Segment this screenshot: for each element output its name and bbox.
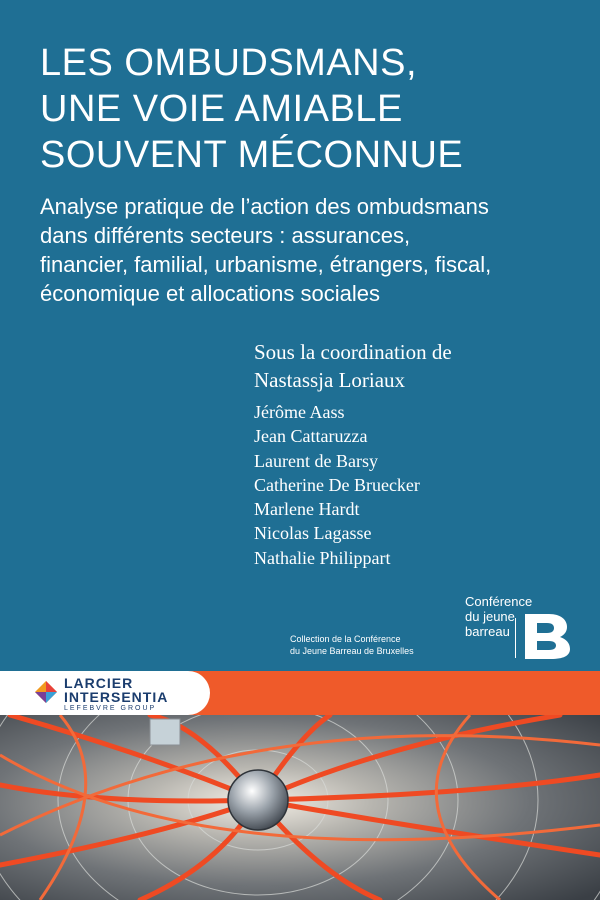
subtitle-line-3: financier, familial, urbanisme, étrangers, fiscal, [40, 252, 492, 277]
publisher-logo [0, 671, 210, 715]
coordination-block [254, 338, 452, 394]
author-name: Catherine De Bruecker [254, 474, 420, 495]
author-name: Nathalie Philippart [254, 547, 391, 568]
subtitle-line-4: économique et allocations sociales [40, 281, 380, 306]
publisher-name-line-1: LARCIER [64, 675, 134, 691]
letter-b-logo-icon [521, 612, 573, 660]
collection-note [290, 633, 414, 657]
author-name: Marlene Hardt [254, 499, 360, 520]
publisher-name-line-2: INTERSENTIA [64, 689, 169, 705]
subtitle-line-1: Analyse pratique de l’action des ombudsmans [40, 194, 489, 219]
cjb-line-2: du jeune [465, 609, 515, 624]
cjb-line-1: Conférence [465, 594, 533, 609]
book-subtitle [40, 192, 585, 308]
coordinator-name: Nastassja Loriaux [254, 368, 406, 392]
publisher-group: LEFEBVRE GROUP [64, 705, 157, 712]
author-list [254, 400, 420, 570]
author-name: Jean Cattaruzza [254, 426, 368, 447]
title-line-3: SOUVENT MÉCONNUE [40, 134, 464, 176]
publisher-name [64, 676, 168, 704]
book-title [40, 40, 580, 178]
cjb-line-3: barreau [465, 624, 510, 639]
title-line-1: LES OMBUDSMANS, [40, 42, 418, 84]
author-name: Jérôme Aass [254, 402, 345, 422]
collection-line-2: du Jeune Barreau de Bruxelles [290, 646, 414, 656]
collection-line-1: Collection de la Conférence [290, 634, 401, 644]
subtitle-line-2: dans différents secteurs : assurances, [40, 223, 411, 248]
cjb-logo [465, 594, 575, 660]
title-line-2: UNE VOIE AMIABLE [40, 88, 403, 130]
author-name: Laurent de Barsy [254, 450, 378, 471]
larcier-intersentia-logo-icon [34, 680, 58, 704]
cover-photo [0, 715, 600, 900]
author-name: Nicolas Lagasse [254, 523, 372, 544]
coordination-intro: Sous la coordination de [254, 340, 452, 364]
cjb-divider [515, 618, 516, 658]
